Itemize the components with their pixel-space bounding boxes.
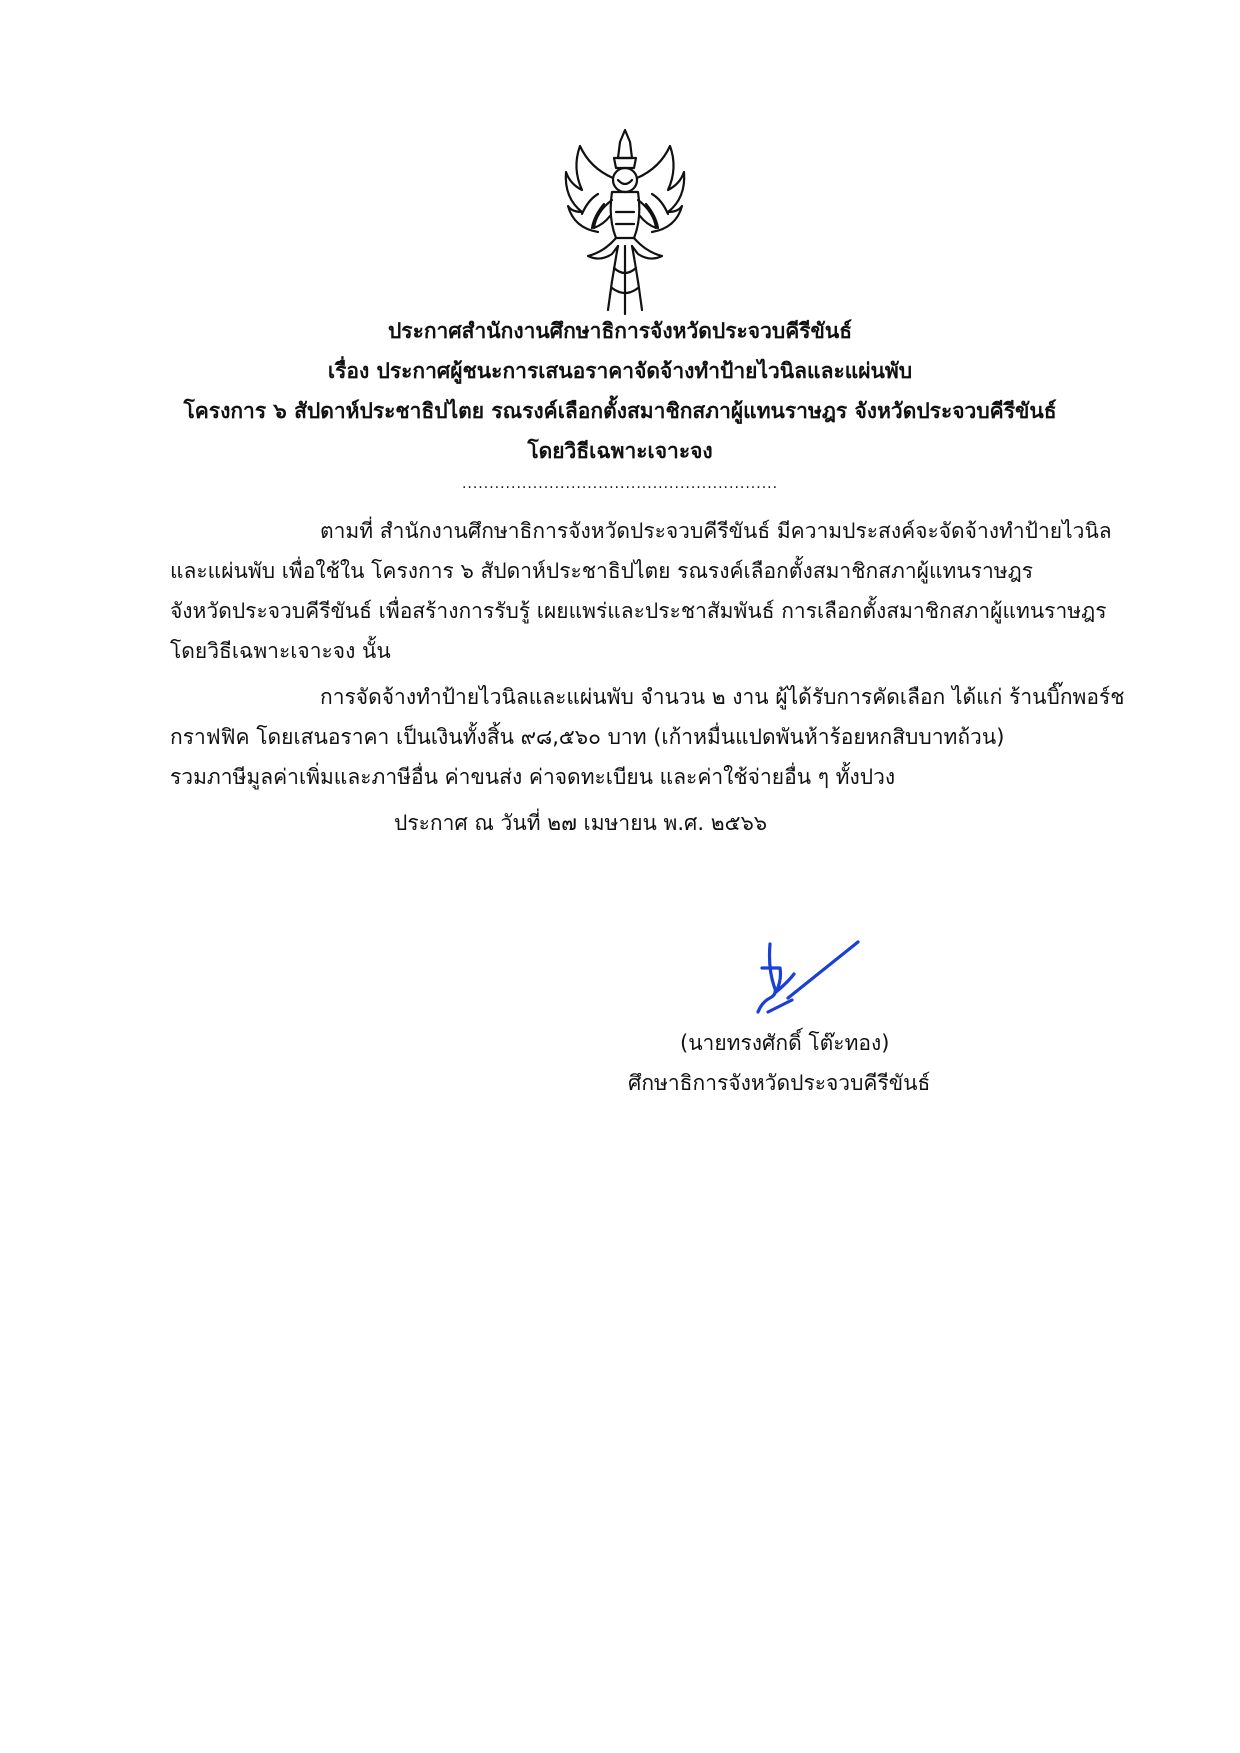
announcement-subject: เรื่อง ประกาศผู้ชนะการเสนอราคาจัดจ้างทำป้ายไวนิลและแผ่นพับ: [327, 359, 913, 383]
paragraph1-line: และแผ่นพับ เพื่อใช้ใน โครงการ ๖ สัปดาห์ประชาธิปไตย รณรงค์เลือกตั้งสมาชิกสภาผู้แทนราษฎร: [170, 559, 1033, 583]
announcement-title: ประกาศสำนักงานศึกษาธิการจังหวัดประจวบคีรีขันธ์: [387, 319, 853, 343]
signer-name: (นายทรงศักดิ์ โต๊ะทอง): [680, 1031, 890, 1055]
paragraph2-line: กราฟฟิค โดยเสนอราคา เป็นเงินทั้งสิ้น ๙๘,๕๖๐ บาท (เก้าหมื่นแปดพันห้าร้อยหกสิบบาทถ้วน): [170, 725, 1005, 749]
announcement-date: ประกาศ ณ วันที่ ๒๗ เมษายน พ.ศ. ๒๕๖๖: [394, 811, 768, 835]
paragraph1-line: โดยวิธีเฉพาะเจาะจง นั้น: [170, 639, 391, 663]
procurement-method: โดยวิธีเฉพาะเจาะจง: [527, 439, 713, 463]
handwritten-signature: [748, 938, 868, 1018]
signer-title: ศึกษาธิการจังหวัดประจวบคีรีขันธ์: [628, 1071, 931, 1095]
paragraph1-line: ตามที่ สำนักงานศึกษาธิการจังหวัดประจวบคีรีขันธ์ มีความประสงค์จะจัดจ้างทำป้ายไวนิล: [320, 519, 1112, 543]
dotted-divider: ..........................................................: [461, 476, 779, 492]
paragraph2-line: รวมภาษีมูลค่าเพิ่มและภาษีอื่น ค่าขนส่ง ค่าจดทะเบียน และค่าใช้จ่ายอื่น ๆ ทั้งปวง: [170, 765, 896, 789]
paragraph2-line: การจัดจ้างทำป้ายไวนิลและแผ่นพับ จำนวน ๒ งาน ผู้ได้รับการคัดเลือก ได้แก่ ร้านบิ๊กพอร์ช: [320, 685, 1125, 709]
garuda-emblem-icon: [560, 128, 690, 318]
project-name: โครงการ ๖ สัปดาห์ประชาธิปไตย รณรงค์เลือกตั้งสมาชิกสภาผู้แทนราษฎร จังหวัดประจวบคีรีขันธ์: [183, 399, 1057, 423]
paragraph1-line: จังหวัดประจวบคีรีขันธ์ เพื่อสร้างการรับรู้ เผยแพร่และประชาสัมพันธ์ การเลือกตั้งสมาชิกสภาผู้แทนราษฎร: [170, 599, 1107, 623]
